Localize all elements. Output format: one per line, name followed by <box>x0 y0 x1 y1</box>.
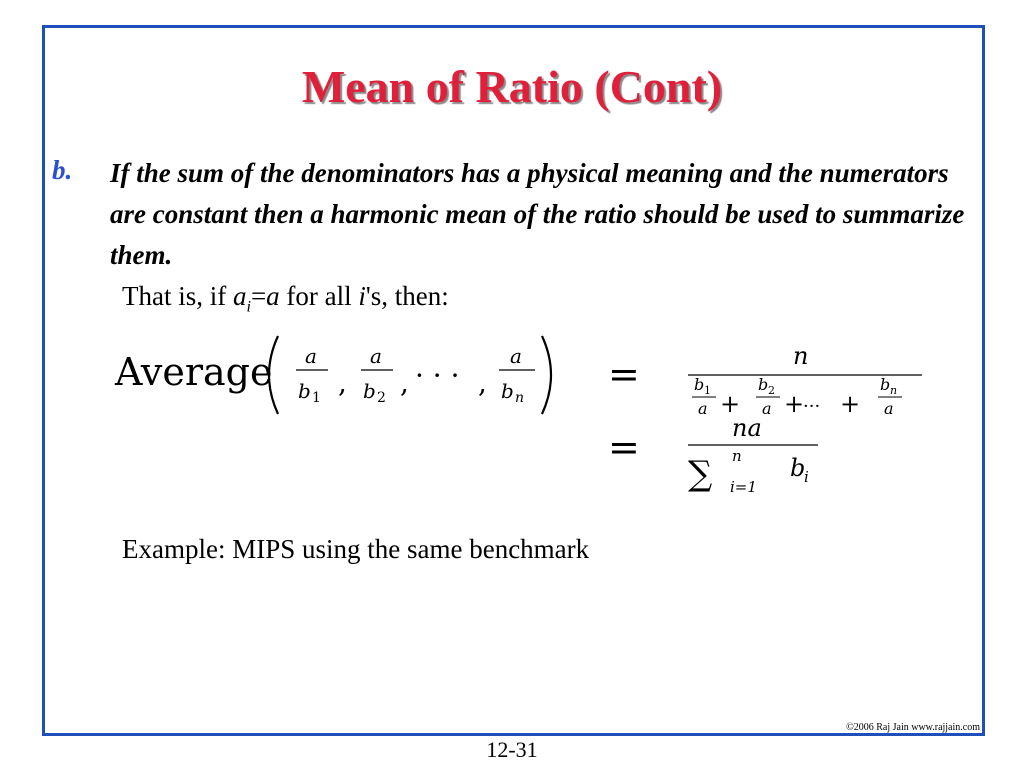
sum-sign: ∑ <box>688 454 713 494</box>
sum-b-sub: i <box>804 468 809 486</box>
den-bn-sub: n <box>890 384 898 397</box>
den-b1-sub: 1 <box>704 384 711 397</box>
frac1-num: a <box>305 344 317 368</box>
condition-var-a2: a <box>266 281 280 311</box>
condition-equals: = <box>250 281 267 311</box>
condition-line <box>122 281 449 316</box>
frac3-num: a <box>510 344 522 368</box>
den-b2: b <box>758 375 769 394</box>
frac1-sub: 1 <box>312 390 321 406</box>
condition-var-a: a <box>232 281 247 311</box>
equals-2: = <box>608 425 640 469</box>
condition-var-i: i <box>246 298 251 316</box>
den-a3: a <box>884 399 894 418</box>
bullet-marker: b. <box>52 155 73 185</box>
den-cdots: ··· <box>803 396 821 417</box>
sum-lower: i=1 <box>730 478 757 496</box>
den-b2-sub: 2 <box>768 384 775 397</box>
ellipsis: · · · <box>415 359 460 392</box>
den-a2: a <box>762 399 772 418</box>
right-paren <box>542 336 551 414</box>
equals-1: = <box>608 352 640 396</box>
slide-number: 12-31 <box>486 737 538 762</box>
condition-middle: for all <box>279 281 359 311</box>
sum-b: b <box>790 454 806 482</box>
comma-3: , <box>478 366 487 399</box>
den-bn: b <box>880 375 891 394</box>
condition-var-i2: i <box>358 281 366 311</box>
rhs1-numerator: n <box>793 342 809 370</box>
plus-1: + <box>720 390 741 418</box>
frac1-den: b <box>298 379 311 403</box>
den-a1: a <box>698 399 708 418</box>
slide-title: Mean of Ratio (Cont) <box>301 61 723 112</box>
frac2-num: a <box>370 344 382 368</box>
condition-suffix: 's, then: <box>365 281 449 311</box>
frac2-sub: 2 <box>377 390 386 406</box>
comma-1: , <box>338 366 347 399</box>
frac3-sub: n <box>515 390 525 406</box>
copyright: ©2006 Raj Jain www.rajjain.com <box>846 722 980 733</box>
condition-prefix: That is, if <box>122 281 233 311</box>
harmonic-mean-formula <box>110 330 940 500</box>
example-text: Example: MIPS using the same benchmark <box>122 534 590 564</box>
frac2-den: b <box>363 379 376 403</box>
plus-2: + <box>784 390 805 418</box>
bullet-text: If the sum of the denominators has a physical meaning and the numerators are constant then a harmonic mean of the ratio should be used to summarize them. <box>110 158 965 270</box>
plus-3: + <box>840 390 861 418</box>
rhs2-numerator: na <box>732 414 762 442</box>
comma-2: , <box>400 366 409 399</box>
den-b1: b <box>694 375 705 394</box>
frac3-den: b <box>501 379 514 403</box>
formula-average-word: Average <box>115 350 273 394</box>
sum-upper: n <box>732 447 742 465</box>
